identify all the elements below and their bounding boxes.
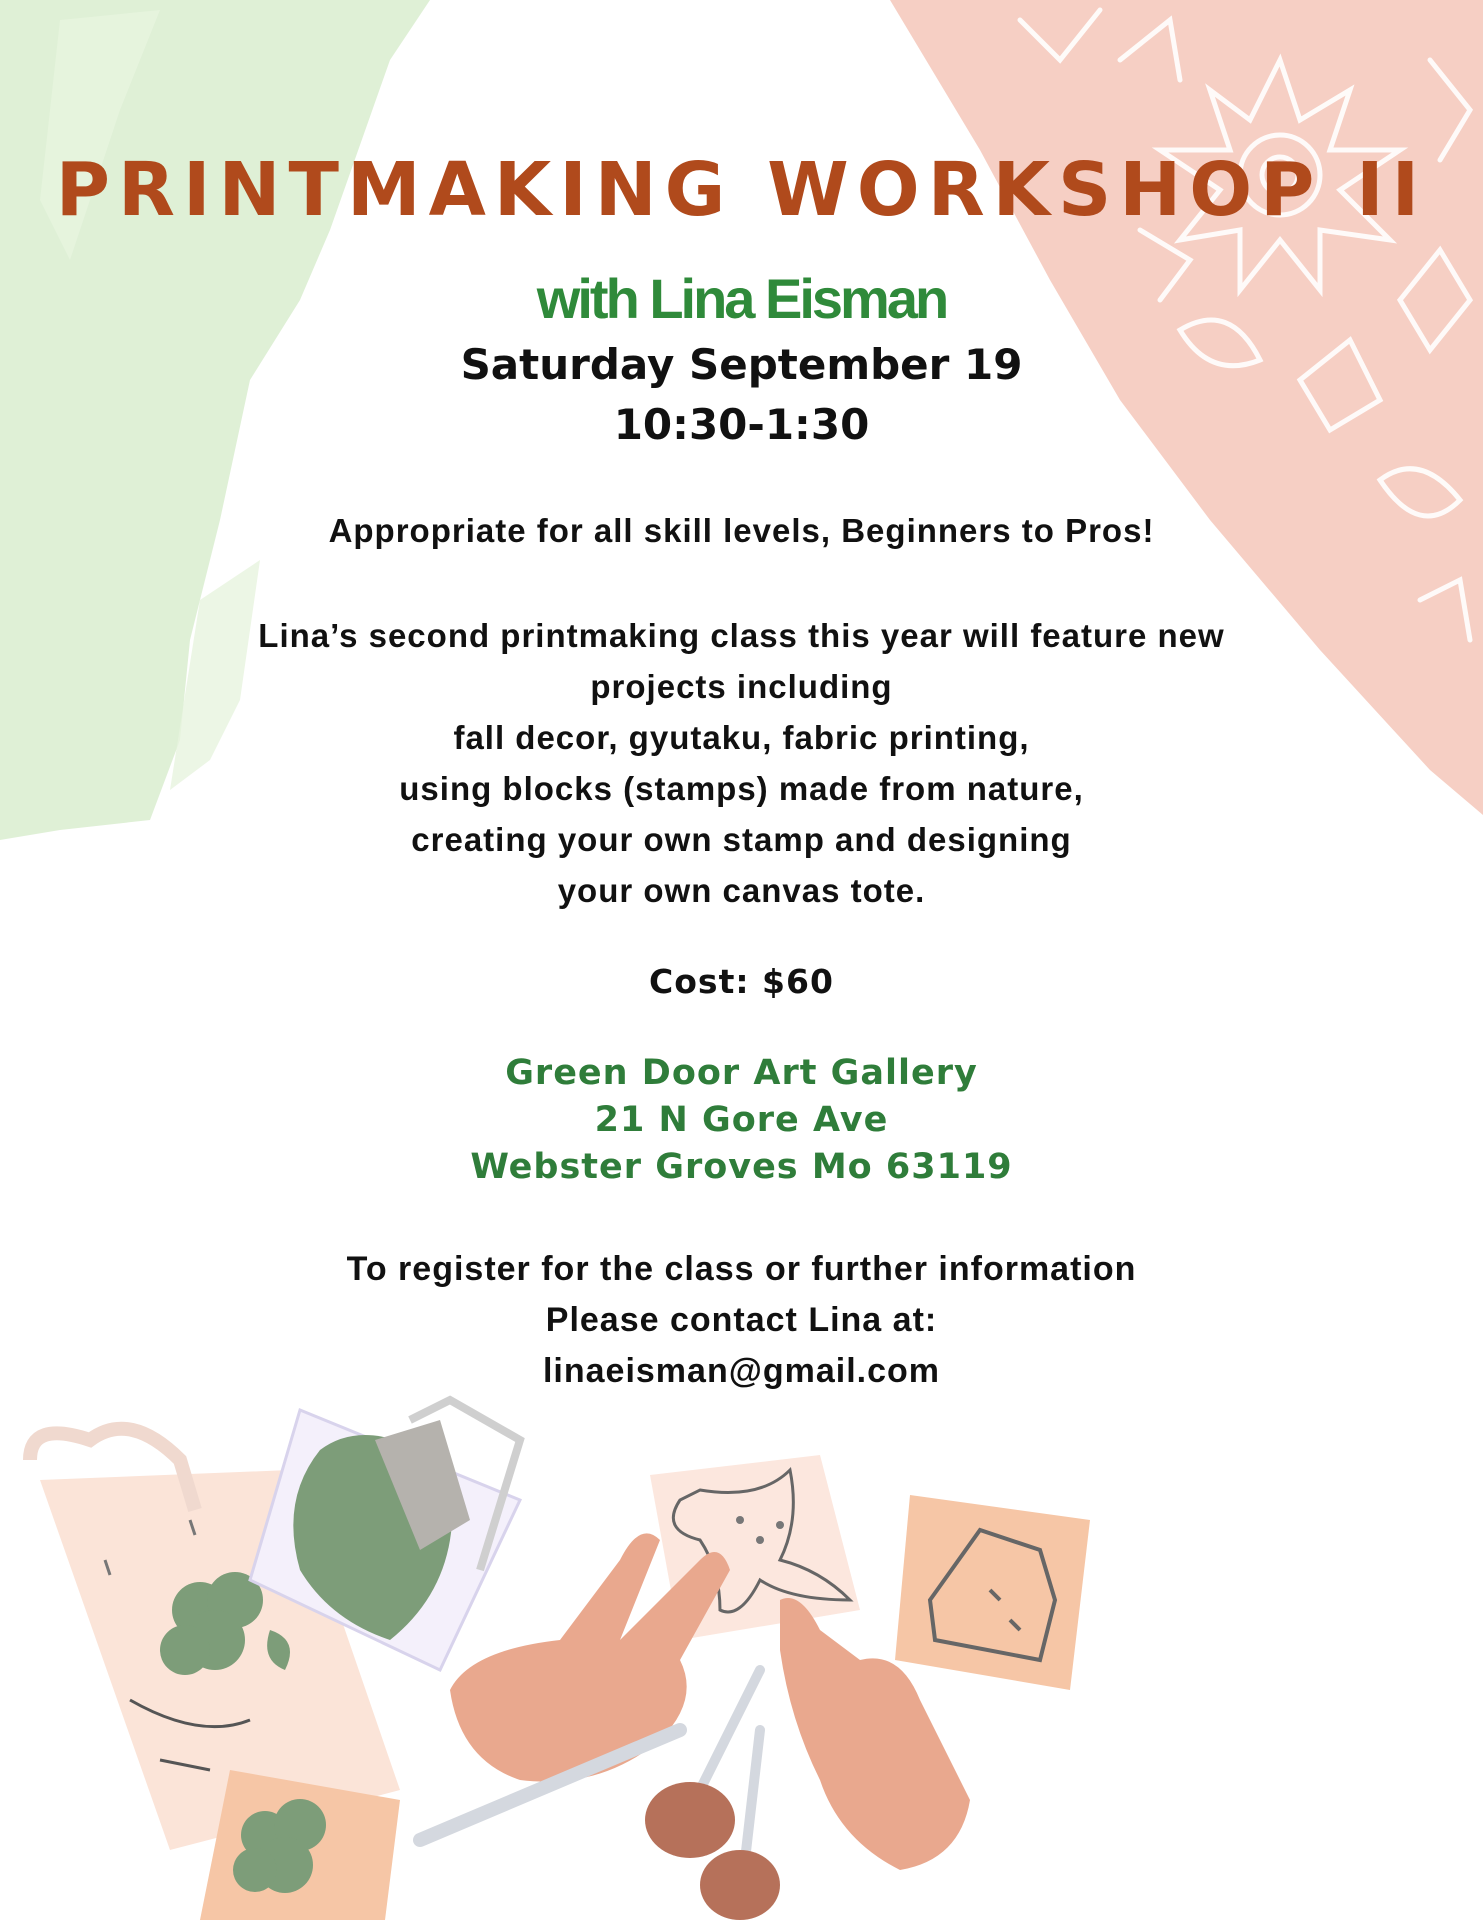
- description-line: projects including: [590, 668, 893, 705]
- class-description: [0, 610, 1483, 916]
- contact-info: [0, 1244, 1483, 1397]
- description-line: fall decor, gyutaku, fabric printing,: [453, 719, 1030, 756]
- description-line: Lina’s second printmaking class this year will feature new: [258, 617, 1225, 654]
- venue-address: [0, 1050, 1483, 1191]
- description-line: creating your own stamp and designing: [411, 821, 1072, 858]
- contact-line-please: Please contact Lina at:: [545, 1301, 938, 1339]
- event-date: Saturday September 19: [460, 340, 1023, 389]
- venue-street: 21 N Gore Ave: [594, 1100, 889, 1140]
- description-line: using blocks (stamps) made from nature,: [399, 770, 1084, 807]
- event-time: 10:30-1:30: [613, 400, 870, 449]
- contact-email[interactable]: linaeisman@gmail.com: [542, 1352, 941, 1390]
- class-cost: Cost: $60: [649, 962, 834, 1001]
- contact-line-register: To register for the class or further information: [346, 1250, 1137, 1288]
- venue-city: Webster Groves Mo 63119: [470, 1147, 1013, 1187]
- flyer-title: PRINTMAKING WORKSHOP II: [55, 147, 1428, 233]
- house-print-block-illustration: [895, 1495, 1090, 1690]
- description-line: your own canvas tote.: [557, 872, 926, 909]
- skill-levels-note: Appropriate for all skill levels, Beginners to Pros!: [328, 512, 1155, 549]
- instructor-name: with Lina Eisman: [536, 267, 947, 330]
- venue-name: Green Door Art Gallery: [505, 1053, 978, 1093]
- printmaking-tools-illustration: [30, 1400, 1090, 1920]
